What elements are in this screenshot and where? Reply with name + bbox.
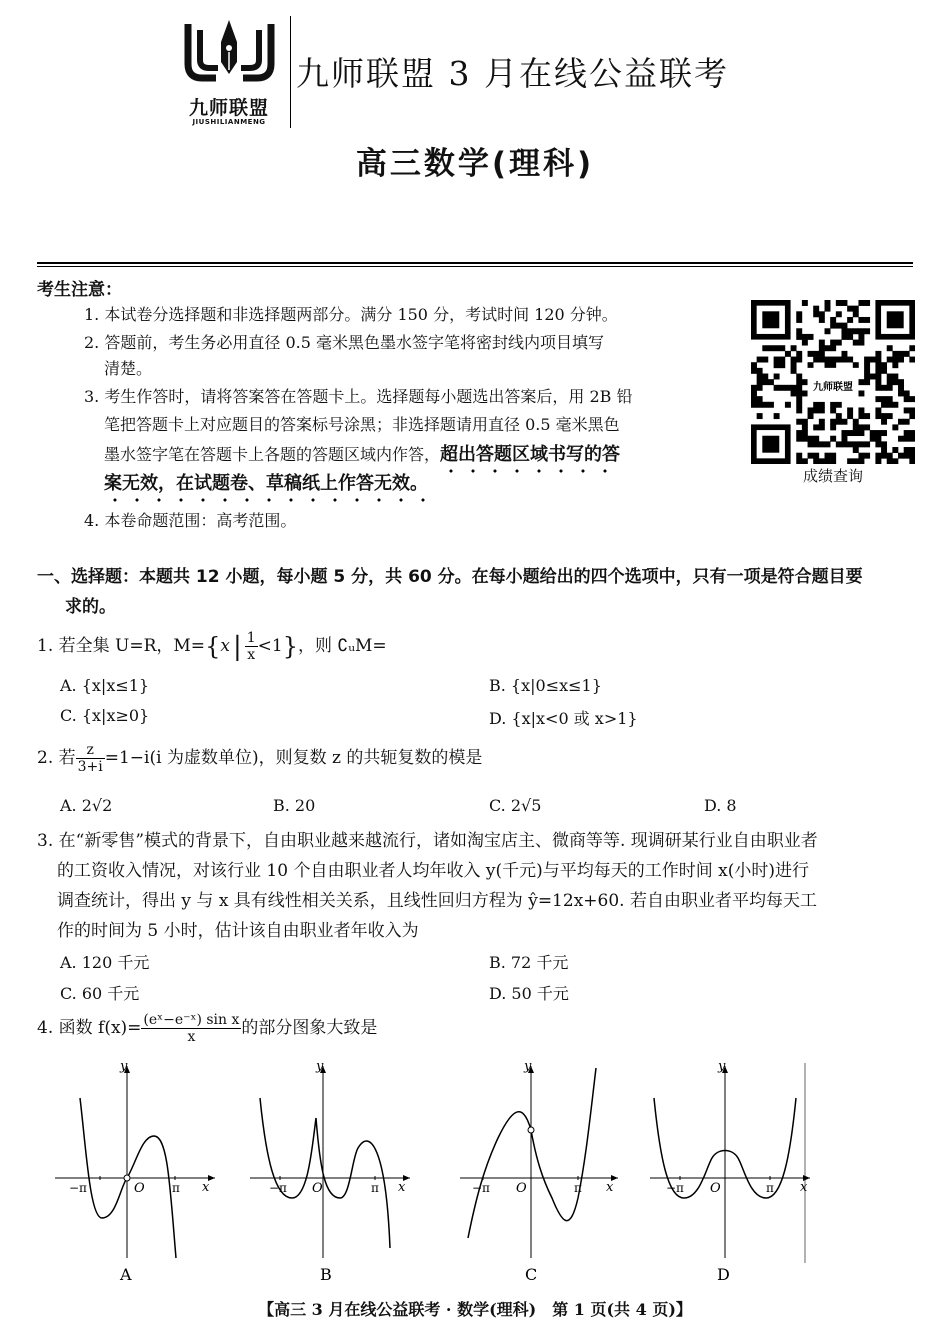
notice-item-3-line4 [104, 469, 428, 495]
graph-b-label: B [320, 1265, 332, 1284]
graph-b-x: x [398, 1180, 406, 1195]
graph-b[interactable] [250, 1059, 410, 1258]
q3-option-d[interactable]: D. 50 千元 [489, 984, 569, 1003]
graph-d-o: O [710, 1181, 721, 1196]
page-footer: 【高三 3 月在线公益联考 · 数学(理科) 第 1 页(共 4 页)】 [258, 1300, 692, 1319]
question-3 [37, 826, 917, 946]
graph-d[interactable] [650, 1059, 810, 1258]
notice-item-3-bold-a [440, 444, 620, 465]
q1-set-var: x [220, 636, 230, 656]
q1-frac-den: x [247, 647, 256, 663]
qr-code[interactable] [751, 300, 915, 464]
graph-b-y: y [316, 1059, 324, 1074]
section-heading-line1: 一、选择题：本题共 12 小题，每小题 5 分，共 60 分。在每小题给出的四个选项中，只有一项是符合题目要 [37, 567, 863, 587]
notice-item-2-line1: 2. 答题前，考生务必用直径 0.5 毫米黑色墨水签字笔将密封线内项目填写 [84, 333, 604, 352]
graph-a-pi: π [172, 1181, 180, 1195]
q3-option-c[interactable]: C. 60 千元 [60, 984, 140, 1003]
notice-item-3-bold-b [104, 473, 428, 494]
emphasis-dots [440, 469, 620, 473]
q3-line1: 3. 在“新零售”模式的背景下，自由职业越来越流行，诸如淘宝店主、微商等等. 现调研某行业自由职业者 [37, 831, 818, 851]
graph-c-neg-pi: −π [472, 1181, 490, 1195]
notice-item-3-plain: 墨水签字笔在答题卡上各题的答题区域内作答， [104, 445, 441, 464]
q1-suffix: ，则 ∁ᵤM= [297, 636, 387, 656]
q1-option-d[interactable]: D. {x|x<0 或 x>1} [489, 709, 638, 728]
graph-d-x: x [800, 1180, 808, 1195]
logo-emblem-icon [176, 16, 283, 96]
q2-suffix: =1−i(i 为虚数单位)，则复数 z 的共轭复数的模是 [104, 748, 483, 768]
q1-cond: <1 [257, 636, 283, 656]
q1-fraction [245, 630, 258, 663]
divider-thin [37, 266, 913, 267]
question-1: 1. 若全集 U=R，M={x | $\frac{1}{x}$ <1}，则 ∁ᵤM= [37, 630, 387, 663]
graph-a-o: O [134, 1181, 145, 1196]
graph-b-neg-pi: −π [269, 1181, 287, 1195]
notice-item-3-bold-a-text: 超出答题区域书写的答 [440, 444, 621, 465]
q3-option-b[interactable]: B. 72 千元 [489, 953, 569, 972]
logo-text: 九师联盟 [188, 97, 269, 119]
graph-c-x: x [606, 1180, 614, 1195]
q3-line2: 的工资收入情况，对该行业 10 个自由职业者人均年收入 y(千元)与平均每天的工作时间 x(小时)进行 [57, 861, 809, 881]
graph-d-y: y [718, 1059, 726, 1074]
q4-fraction [141, 1012, 241, 1045]
notice-item-4: 4. 本卷命题范围：高考范围。 [84, 511, 297, 530]
graph-c-pi: π [574, 1181, 582, 1195]
q3-line3: 调查统计，得出 y 与 x 具有线性相关关系，且线性回归方程为 ŷ=12x+60. 若自由职业者平均每天工 [57, 891, 817, 911]
section-heading [37, 562, 917, 622]
q1-prefix: 1. 若全集 U=R，M= [37, 636, 206, 656]
divider-thick [37, 262, 913, 264]
graph-a-y: y [120, 1059, 128, 1074]
q4-frac-num: (eˣ−e⁻ˣ) sin x [143, 1012, 240, 1028]
qr-logo-text: 九师联盟 [813, 382, 853, 393]
header-divider [290, 16, 291, 128]
q2-frac-den: 3+i [77, 759, 103, 775]
exam-title: 九师联盟 3 月在线公益联考 [296, 54, 729, 93]
emphasis-dots [104, 498, 428, 502]
graph-a-neg-pi: −π [69, 1181, 87, 1195]
q2-prefix: 2. 若 [37, 748, 76, 768]
q4-frac-den: x [187, 1029, 196, 1045]
q1-option-b[interactable]: B. {x|0≤x≤1} [489, 676, 602, 695]
notice-item-3-line1: 3. 考生作答时，请将答案答在答题卡上。选择题每小题选出答案后，用 2B 铅 [84, 387, 633, 406]
question-2 [37, 742, 482, 775]
graph-b-o: O [312, 1181, 323, 1196]
graph-c-label: C [525, 1265, 538, 1284]
q2-option-b[interactable]: B. 20 [273, 796, 316, 815]
graph-a[interactable] [55, 1059, 215, 1258]
notice-item-3-line3 [104, 440, 620, 466]
qr-label: 成绩查询 [802, 467, 863, 485]
q1-option-a[interactable]: A. {x|x≤1} [60, 676, 150, 695]
graph-d-neg-pi: −π [666, 1181, 684, 1195]
graph-c-o: O [516, 1181, 527, 1196]
graph-d-label: D [717, 1265, 730, 1284]
graph-c[interactable] [460, 1059, 618, 1258]
subject-title: 高三数学(理科) [355, 146, 595, 182]
q1-frac-num: 1 [246, 630, 256, 646]
notice-item-3-bold-b-text: 案无效，在试题卷、草稿纸上作答无效。 [104, 473, 428, 494]
section-heading-line2: 求的。 [65, 597, 116, 617]
q2-option-a[interactable]: A. 2√2 [60, 796, 113, 815]
qr-code-icon [751, 300, 915, 464]
q1-option-c[interactable]: C. {x|x≥0} [60, 706, 150, 725]
graph-a-x: x [202, 1180, 210, 1195]
q3-line4: 作的时间为 5 小时，估计该自由职业者年收入为 [57, 921, 419, 941]
graph-c-y: y [524, 1059, 532, 1074]
logo-subtext: JIUSHILIANMENG [192, 118, 266, 126]
q2-frac-num: z [76, 742, 105, 759]
q4-graphs [40, 1058, 920, 1288]
q4-prefix: 4. 函数 f(x)= [37, 1018, 142, 1038]
notice-heading: 考生注意： [37, 280, 122, 300]
graph-d-pi: π [766, 1181, 774, 1195]
notice-item-3-line2: 笔把答题卡上对应题目的答案标号涂黑；非选择题请用直径 0.5 毫米黑色 [104, 415, 620, 434]
notice-item-1: 1. 本试卷分选择题和非选择题两部分。满分 150 分，考试时间 120 分钟。 [84, 305, 618, 324]
graph-b-pi: π [371, 1181, 379, 1195]
question-4 [37, 1012, 377, 1045]
q4-suffix: 的部分图象大致是 [241, 1018, 378, 1038]
notice-item-2-line2: 清楚。 [104, 359, 153, 378]
q2-fraction [76, 742, 105, 775]
q3-option-a[interactable]: A. 120 千元 [60, 953, 150, 972]
graph-a-label: A [120, 1265, 132, 1284]
q2-option-d[interactable]: D. 8 [704, 796, 737, 815]
q2-option-c[interactable]: C. 2√5 [489, 796, 542, 815]
